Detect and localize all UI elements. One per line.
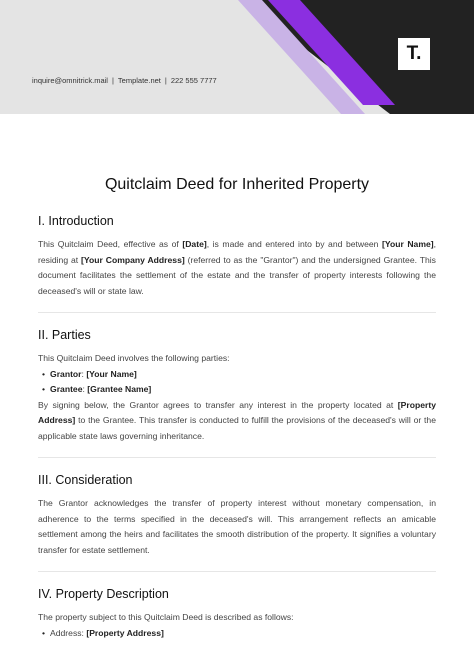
text: This Quitclaim Deed, effective as of [38,239,183,249]
section-heading-parties: II. Parties [38,328,91,342]
document-body [38,176,436,641]
colon: : [81,627,87,638]
contact-phone: 222 555 7777 [170,76,217,85]
contact-separator: | [111,76,114,85]
contact-email: inquire@omnitrick.mail [32,76,108,85]
grantor-label: Grantor [50,368,82,379]
consideration-paragraph: The Grantor acknowledges the transfer of property interest without monetary compensation, in adherence to the terms specified in the deceased's will. This arrangement reflects an amicable settlement among the heirs and facilitates the smooth distribution of the property. It signifies a voluntary transfer for estate settlement. [38,498,436,555]
text: , residing at [38,239,436,265]
parties-intro: This Quitclaim Deed involves the following parties: [38,353,230,363]
section-heading-property-description: IV. Property Description [38,587,169,601]
colon: : [82,384,88,394]
placeholder-property-address: [Property Address] [38,399,436,425]
document-title: Quitclaim Deed for Inherited Property [104,176,370,193]
address-label: Address [50,627,82,638]
placeholder-your-name: [Your Name] [381,239,434,249]
text: , is made and entered into by and between [206,239,382,249]
section-divider [38,457,436,458]
grantee-label: Grantee [50,384,83,394]
contact-website: Template.net [117,76,161,85]
text: By signing below, the Grantor agrees to transfer any interest in the property located at [38,399,398,410]
section-divider [38,571,436,572]
company-logo [397,37,431,71]
placeholder-company-address: [Your Company Address] [81,254,185,265]
placeholder-date: [Date] [182,239,207,249]
contact-separator: | [164,76,167,85]
list-item-address [42,626,436,642]
text: (referred to as the "Grantor") and the undersigned Grantee. This document facilitates the settlement of the estate and the transfer of property interests following the deceased's will or state law. [38,254,436,296]
contact-info [32,76,217,85]
document-header [0,0,474,114]
section-heading-introduction: I. Introduction [38,214,114,228]
list-item-grantor [42,367,436,383]
text: to the Grantee. This transfer is conducted to fulfill the provisions of the deceased's will or the applicable state laws governing inheritance. [38,415,436,441]
property-list [38,626,436,642]
parties-list [38,367,436,398]
section-heading-consideration: III. Consideration [38,473,133,487]
list-item-grantee [42,382,436,398]
address-value: [Property Address] [86,627,164,638]
parties-paragraph [38,398,436,445]
section-divider [38,312,436,313]
logo-letter: T. [406,43,422,64]
introduction-paragraph [38,237,436,299]
grantee-value: [Grantee Name] [87,384,152,394]
colon: : [81,368,87,379]
grantor-value: [Your Name] [86,368,137,379]
property-intro: The property subject to this Quitclaim Deed is described as follows: [38,612,294,622]
